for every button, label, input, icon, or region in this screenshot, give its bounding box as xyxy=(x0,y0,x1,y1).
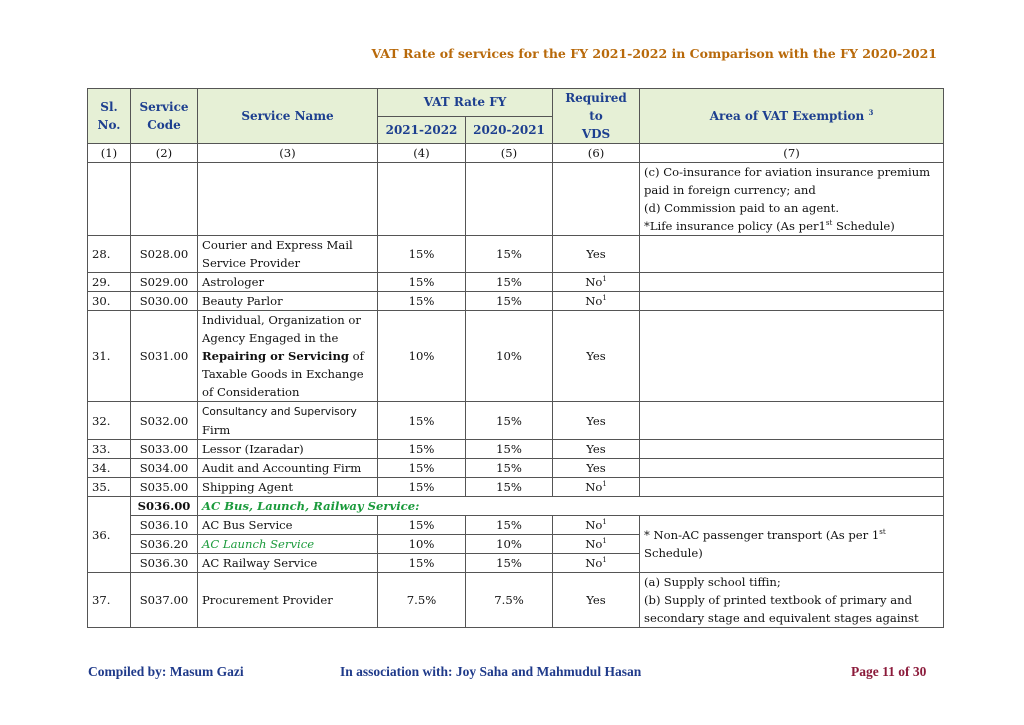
table-row: 31. S031.00 Individual, Organization or Agency Engaged in the Repairing or Servicing of Taxable Goods in Exchange of Consideration 10% 10% Yes xyxy=(88,311,944,402)
table-row: 33. S033.00 Lessor (Izaradar) 15% 15% Yes xyxy=(88,440,944,459)
exemption-cell: (c) Co-insurance for aviation insurance premium paid in foreign currency; and (d) Commission paid to an agent. *Life insurance policy (As per1st Schedule) xyxy=(640,163,944,236)
footer-compiled-by: Compiled by: Masum Gazi xyxy=(88,664,244,679)
table-row: 29. S029.00 Astrologer 15% 15% No$^1$ xyxy=(88,273,944,292)
vat-rate-table xyxy=(87,88,944,628)
exemption-cell: (a) Supply school tiffin; (b) Supply of printed textbook of primary and secondary stage and equivalent stages against xyxy=(640,573,944,628)
table-subrow: S036.20 AC Launch Service 10% 10% No$^1$ xyxy=(88,535,944,554)
table-row: 37. S037.00 Procurement Provider 7.5% 7.5% Yes (a) Supply school tiffin; (b) Supply of printed textbook of primary and secondary stage and equivalent stages against xyxy=(88,573,944,628)
col-number: (7) xyxy=(640,144,944,163)
col-number: (3) xyxy=(198,144,378,163)
table-row: 34. S034.00 Audit and Accounting Firm 15% 15% Yes xyxy=(88,459,944,478)
header-row xyxy=(88,89,944,117)
col-number: (5) xyxy=(466,144,553,163)
table-row: 35. S035.00 Shipping Agent 15% 15% No$^1$ xyxy=(88,478,944,497)
table-subrow: S036.10 AC Bus Service 15% 15% No$^1$ * Non-AC passenger transport (As per 1st Schedule) xyxy=(88,516,944,535)
header-vat-rate-fy: VAT Rate FY xyxy=(378,89,553,117)
table-row: 28. S028.00 Courier and Express Mail Service Provider 15% 15% Yes xyxy=(88,236,944,273)
page-title: VAT Rate of services for the FY 2021-2022 in Comparison with the FY 2020-2021 xyxy=(371,46,937,61)
table-row: 32. S032.00 Consultancy and Supervisory Firm 15% 15% Yes xyxy=(88,402,944,440)
header-fy-2021-2022: 2021-2022 xyxy=(378,116,466,144)
column-number-row xyxy=(88,144,944,163)
table-subrow: S036.30 AC Railway Service 15% 15% No$^1$ xyxy=(88,554,944,573)
header-area-exemption: Area of VAT Exemption $^3$ xyxy=(640,89,944,144)
header-fy-2020-2021: 2020-2021 xyxy=(466,116,553,144)
footer-association: In association with: Joy Saha and Mahmudul Hasan xyxy=(340,664,642,679)
header-sl: Sl. No. xyxy=(88,89,131,144)
header-service-name: Service Name xyxy=(198,89,378,144)
exemption-cell: * Non-AC passenger transport (As per 1st Schedule) xyxy=(640,516,944,573)
col-number: (4) xyxy=(378,144,466,163)
header-service-code: Service Code xyxy=(131,89,198,144)
col-number: (6) xyxy=(553,144,640,163)
col-number: (2) xyxy=(131,144,198,163)
table-row: 30. S030.00 Beauty Parlor 15% 15% No$^1$ xyxy=(88,292,944,311)
table-row-group: 36. S036.00 AC Bus, Launch, Railway Service: xyxy=(88,497,944,516)
col-number: (1) xyxy=(88,144,131,163)
footer-page-number: Page 11 of 30 xyxy=(851,664,927,679)
continuation-row xyxy=(88,163,944,236)
header-required-vds: Required to VDS xyxy=(553,89,640,144)
